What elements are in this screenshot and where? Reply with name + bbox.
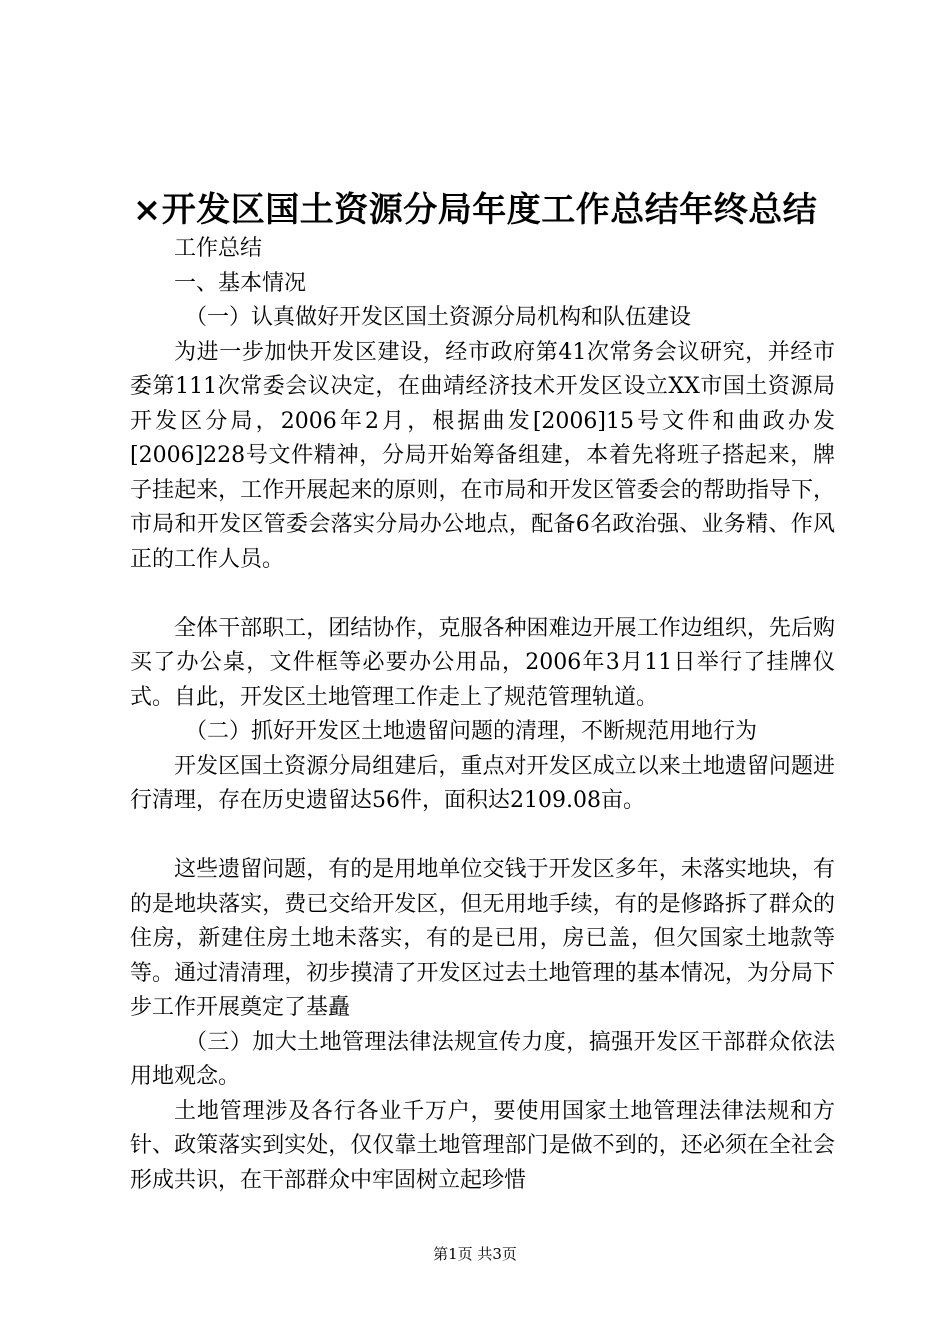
paragraph-body-3: 开发区国土资源分局组建后，重点对开发区成立以来土地遗留问题进行清理，存在历史遗留达56件，面积达2109.08亩。 (130, 753, 835, 813)
paragraph-heading-basic-situation: 一、基本情况 (174, 270, 307, 296)
paragraph-subheading-3: （三）加大土地管理法律法规宣传力度，搞强开发区干部群众依法用地观念。 (130, 1029, 835, 1089)
paragraph-subheading-2: （二）抓好开发区土地遗留问题的清理，不断规范用地行为 (185, 719, 758, 744)
document-body (130, 232, 835, 1198)
paragraph-body-4: 这些遗留问题，有的是用地单位交钱于开发区多年，未落实地块，有的是地块落实，费已交给开发区，但无用地手续，有的是修路拆了群众的住房，新建住房土地未落实，有的是已用，房已盖，但欠国家土地款等等。通过清清理，初步摸清了开发区过去土地管理的基本情况，为分局下步工作开展奠定了基矗 (130, 857, 835, 1020)
paragraph-body-1: 为进一步加快开发区建设，经市政府第41次常务会议研究，并经市委第111次常委会议决定，在曲靖经济技术开发区设立XX市国土资源局开发区分局，2006年2月，根据曲发[2006]15号文件和曲政办发[2006]228号文件精神，分局开始筹备组建，本着先将班子搭起来，牌子挂起来，工作开展起来的原则，在市局和开发区管委会的帮助指导下，市局和开发区管委会落实分局办公地点，配备6名政治强、业务精、作风正的工作人员。 (130, 339, 835, 572)
document-title: ×开发区国土资源分局年度工作总结年终总结 (132, 190, 818, 230)
paragraph-body-2: 全体干部职工，团结协作，克服各种困难边开展工作边组织，先后购买了办公桌，文件框等必要办公用品，2006年3月11日举行了挂牌仪式。自此，开发区土地管理工作走上了规范管理轨道。 (130, 615, 835, 710)
paragraph-subheading-1: （一）认真做好开发区国土资源分局机构和队伍建设 (185, 305, 692, 330)
paragraph-section-label: 工作总结 (174, 236, 263, 261)
paragraph-body-5: 土地管理涉及各行各业千万户，要使用国家土地管理法律法规和方针、政策落实到实处，仅仅靠土地管理部门是做不到的，还必须在全社会形成共识，在干部群众中牢固树立起珍惜 (130, 1098, 835, 1193)
page-indicator: 第1页 共3页 (433, 1245, 517, 1263)
